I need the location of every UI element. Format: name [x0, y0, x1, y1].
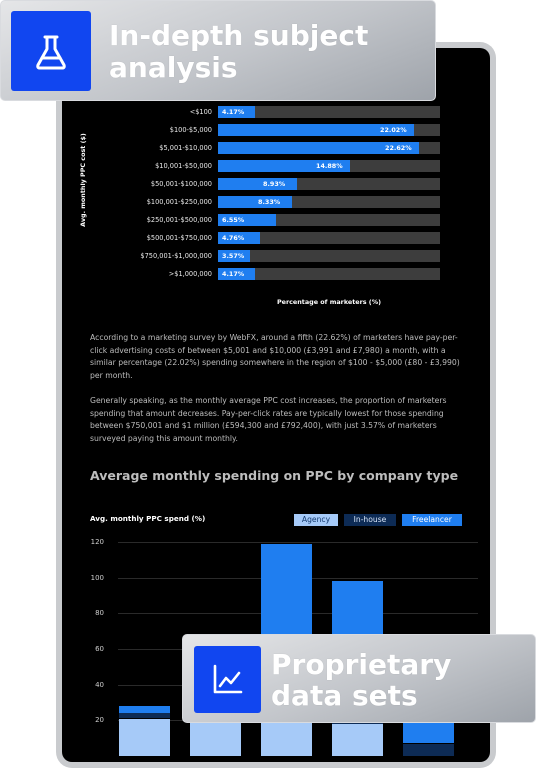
hbar-category-label: $50,001-$100,000	[150, 180, 212, 188]
hbar-value-label: 14.88%	[316, 162, 343, 170]
hbar-value-label: 22.02%	[380, 126, 407, 134]
hbar-value-label: 8.33%	[258, 198, 281, 206]
vbar-segment-freelancer	[119, 706, 170, 713]
vbar-segment-inhouse	[119, 713, 170, 718]
feature-badge-data	[182, 634, 536, 723]
hbar-category-label: $750,001-$1,000,000	[140, 252, 212, 260]
vbar-gridline	[118, 542, 478, 543]
hbar-category-label: $250,001-$500,000	[146, 216, 212, 224]
badge-title-line1: Proprietary	[271, 648, 452, 681]
badge-title-line2: analysis	[109, 51, 238, 84]
legend-inhouse: In-house	[344, 514, 396, 526]
vbar-segment-freelancer	[403, 722, 454, 743]
hbar-category-label: $100,001-$250,000	[146, 198, 212, 206]
flask-icon-box	[11, 11, 91, 91]
hbar-value-label: 4.76%	[222, 234, 245, 242]
hbar-value-label: 3.57%	[222, 252, 245, 260]
vbar-segment-agency	[261, 722, 312, 756]
legend-freelancer: Freelancer	[402, 514, 462, 526]
hbar-y-axis-label: Avg. monthly PPC cost ($)	[79, 133, 87, 227]
vbar-segment-agency	[332, 724, 383, 756]
hbar-bar	[218, 196, 292, 208]
hbar-category-label: $5,001-$10,000	[159, 144, 212, 152]
flask-icon	[11, 11, 91, 91]
vbar-y-tick-label: 120	[90, 538, 104, 546]
vbar-y-tick-label: 60	[95, 645, 104, 653]
badge-title-line1: In-depth subject	[109, 19, 369, 52]
vbar-y-tick-label: 40	[95, 681, 104, 689]
vbar-segment-inhouse	[403, 744, 454, 756]
section-heading: Average monthly spending on PPC by company type	[90, 468, 459, 483]
badge-title-line2: data sets	[271, 679, 418, 712]
hbar-value-label: 4.17%	[222, 270, 245, 278]
vbar-segment-agency	[190, 720, 241, 756]
hbar-category-label: $500,001-$750,000	[146, 234, 212, 242]
paragraph-intro: According to a marketing survey by WebFX, around a fifth (22.62%) of marketers have pay-per-click advertising costs of between $5,001 and $10,000 (£3,991 and £7,980) a month, with a similar percentage (22.02%) spending somewhere in the region of $100 - $5,000 (£80 - £3,990) per month.	[90, 333, 460, 380]
paragraph-trend: Generally speaking, as the monthly average PPC cost increases, the proportion of marketers spending that amount decreases. Pay-per-click rates are typically lowest for those spending between $750,001 and $1 million (£594,300 and £792,400), with just 3.57% of marketers surveyed paying this amount monthly.	[90, 396, 447, 443]
hbar-value-label: 6.55%	[222, 216, 245, 224]
hbar-category-label: >$1,000,000	[168, 270, 212, 278]
line-chart-icon	[194, 646, 261, 713]
vbar-y-axis-label: Avg. monthly PPC spend (%)	[90, 514, 206, 523]
hbar-value-label: 8.93%	[263, 180, 286, 188]
vbar-y-tick-label: 100	[90, 574, 104, 582]
hbar-category-label: $100-$5,000	[169, 126, 212, 134]
hbar-chart	[62, 106, 490, 316]
chart-icon-box	[194, 646, 261, 713]
hbar-category-label: <$100	[189, 108, 212, 116]
hbar-x-axis-label: Percentage of marketers (%)	[276, 298, 382, 306]
hbar-track	[218, 250, 440, 262]
hbar-category-label: $10,001-$50,000	[155, 162, 212, 170]
hbar-value-label: 22.62%	[385, 144, 412, 152]
legend-agency: Agency	[294, 514, 338, 526]
vbar-y-tick-label: 20	[95, 716, 104, 724]
vbar-segment-agency	[119, 719, 170, 756]
hbar-rows	[62, 106, 490, 296]
feature-badge-analysis	[0, 0, 436, 101]
vbar-y-tick-label: 80	[95, 609, 104, 617]
hbar-value-label: 4.17%	[222, 108, 245, 116]
